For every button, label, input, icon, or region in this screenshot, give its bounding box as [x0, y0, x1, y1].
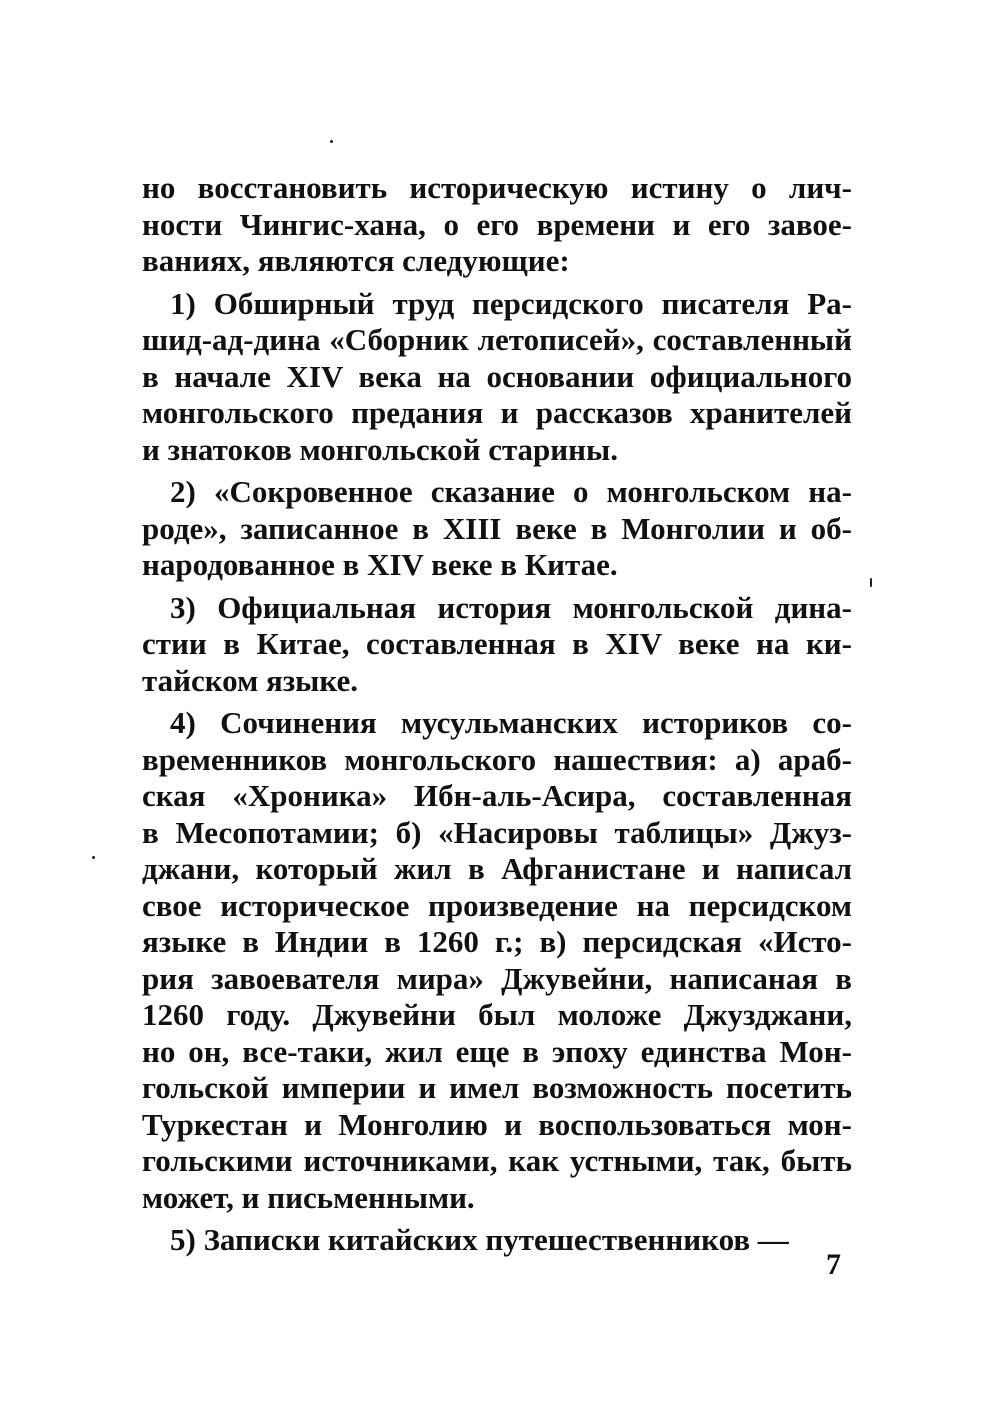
text-line: тайском языке.: [142, 662, 358, 698]
text-line: джани, который жил в Афганистане и написал: [142, 851, 852, 886]
text-line: и знатоков монгольской старины.: [142, 431, 618, 467]
scan-speck: [870, 578, 872, 587]
text-line: шид-ад-дина «Сборник летописей», составленный: [142, 322, 852, 357]
text-line: но восстановить историческую истину о лич-: [142, 170, 852, 205]
text-line: 5) Записки китайских путешественников —: [170, 1222, 789, 1257]
scan-speck: [330, 140, 333, 143]
scan-speck: [92, 856, 95, 859]
text-line: ности Чингис-хана, о его времени и его завое-: [142, 206, 852, 242]
text-line: но он, все-таки, жил еще в эпоху единства Мон-: [142, 1033, 852, 1069]
text-line: 1260 году. Джувейни был моложе Джузджани,: [142, 997, 852, 1032]
text-line: в Месопотамии; б) «Насировы таблицы» Джуз-: [142, 814, 852, 850]
text-line: в начале XIV века на основании официального: [142, 358, 852, 394]
text-line: 2) «Сокровенное сказание о монгольском на-: [170, 474, 852, 509]
text-line: 4) Сочинения мусульманских историков со-: [170, 705, 852, 740]
body-text: [142, 170, 852, 1259]
text-line: 1) Обширный труд персидского писателя Ра-: [170, 285, 852, 321]
text-line: роде», записанное в XIII веке в Монголии и об-: [142, 510, 852, 546]
text-line: языке в Индии в 1260 г.; в) персидская «Исто-: [142, 924, 852, 959]
text-line: ваниях, являются следующие:: [142, 243, 570, 278]
text-line: временников монгольского нашествия: а) араб-: [142, 741, 852, 777]
text-line: народованное в XIV веке в Китае.: [142, 547, 618, 582]
text-line: 3) Официальная история монгольской дина-: [170, 589, 852, 625]
text-line: гольскими источниками, как устными, так, быть: [142, 1143, 852, 1178]
text-line: стии в Китае, составленная в XIV веке на ки-: [142, 626, 852, 661]
text-line: гольской империи и имел возможность посетить: [142, 1070, 852, 1105]
text-line: монгольского предания и рассказов хранителей: [142, 395, 852, 430]
text-line: Туркестан и Монголию и воспользоваться мон-: [142, 1106, 852, 1142]
text-line: рия завоевателя мира» Джувейни, написаная в: [142, 960, 852, 996]
text-line: ская «Хроника» Ибн-аль-Асира, составленная: [142, 778, 852, 813]
page-number: 7: [826, 1248, 841, 1281]
text-line: может, и письменными.: [142, 1179, 475, 1215]
text-line: свое историческое произведение на персидском: [142, 887, 852, 923]
